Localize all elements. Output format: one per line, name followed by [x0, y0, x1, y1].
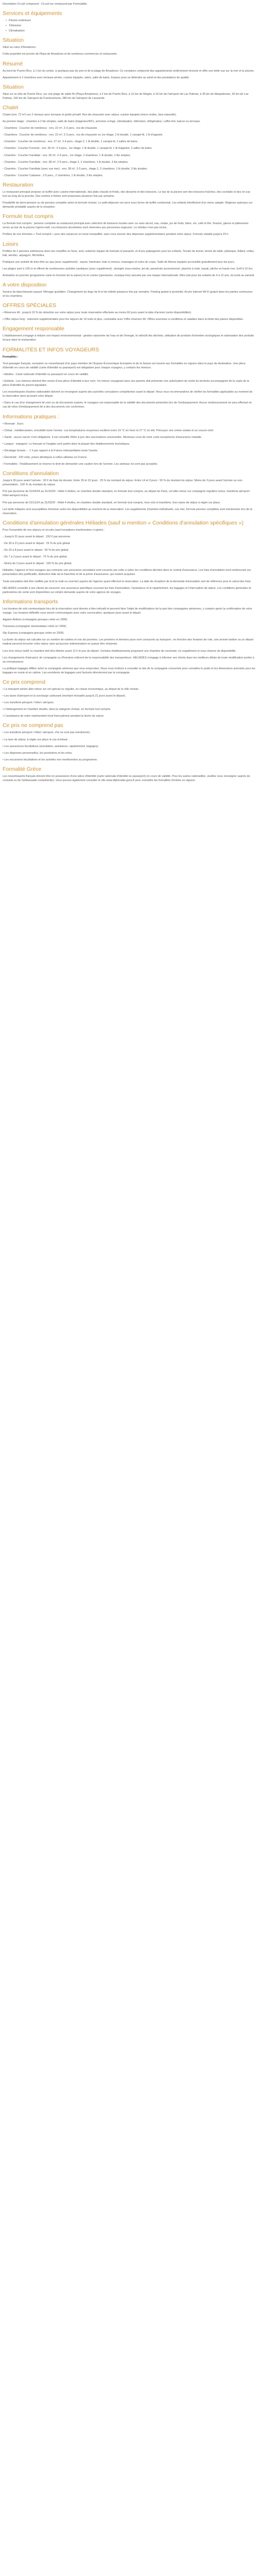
listing-page [0, 0, 258, 783]
bullet-list [9, 19, 255, 33]
section-heading: Restauration [3, 181, 34, 188]
paragraph: • Monnaie : Euro. [3, 422, 24, 426]
paragraph: • La taxe de séjour, à régler sur place le cas échéant. [3, 738, 68, 741]
paragraph: L'établissement s'engage à réduire son impact environnemental : gestion raisonnée de l'eau et de l'énergie, tri sélectif des déchets, utilisation de produits d'entretien écologiques et valorisation des produits locaux dans la restauration. [3, 334, 254, 342]
paragraph: HÉLIADES conseille à ses clients de souscrire une assurance spécifique couvrant les frais d'annulation, l'assistance et le rapatriement, les bagages et l'interruption de séjour. Les conditions générales et particulières de vente sont disponibles sur simple demande auprès de votre agence de voyages. [3, 586, 251, 594]
paragraph: Transavia (compagnie néerlandaise créée en 1965) [3, 625, 67, 629]
section-heading: Informations transports [3, 598, 58, 605]
paragraph: Profitez de nos formules « Tout compris » pour des vacances en toute tranquillité, sans vous soucier des dépenses supplémentaires pendant votre séjour. Formule valable jusqu'à 23 h. [3, 233, 229, 236]
paragraph: Pour l'ensemble de nos séjours et circuits (sauf exceptions mentionnées ci-après) : [3, 528, 105, 532]
section-heading: Résumé [3, 60, 23, 67]
paragraph: • Électricité : 220 volts, prises identiques à celles utilisées en France. [3, 455, 88, 459]
paragraph: • Adultes : Carte nationale d'identité ou passeport en cours de validité. [3, 372, 89, 376]
section-5 [3, 182, 255, 209]
paragraph: Le restaurant principal propose un buffet avec cuisine internationale, des plats chauds et froids, des desserts et des boissons. Le bar de la piscine sert des boissons fraîches, des cocktails et des en-cas tout au long de la journée. Des soirées à thème sont proposées plusieurs fois par semaine. [3, 190, 250, 198]
paragraph: Chalet (env. 72 m²) sur 2 niveaux avec terrasse et jardin privatif. Rez-de-chaussée avec séjour, cuisine équipée (micro-ondes, lave-vaisselle). [3, 113, 177, 116]
section-heading: Chalet [3, 104, 19, 111]
paragraph: La formule tout compris : pension complète au restaurant principal avec sélection de boissons locales avec ou sans alcool, eau, sodas, jus de fruits, bière, vin, café et thé. Snacks, glaces et pâtisseries servis au bar de la piscine l'après-midi. Les boissons alcoolisées sont réservées aux personnes majeures. Le minibar n'est pas inclus. [3, 222, 249, 230]
paragraph: Situé au cœur d'Amadores. [3, 46, 37, 49]
paragraph: Les horaires de vols communiqués lors de la réservation sont donnés à titre indicatif et peuvent faire l'objet de modifications de la part des compagnies aériennes, y compris après la confirmation de votre voyage. Les horaires définitifs vous seront communiqués avec votre convocation, quelques jours avant le départ. [3, 607, 252, 615]
paragraph: • Décalage horaire : - 1 h par rapport à la France métropolitaine toute l'année. [3, 449, 99, 452]
paragraph: - Chambre : Coucher Formule : env. 36 m², 2-4 pers., 1er étage, 1 lit double, 1 canapé-lit, 1 lit d'appoint, 2 salles de bains. [3, 147, 153, 150]
section-heading: Conditions d'annulation [3, 470, 59, 477]
paragraph: Les plages sont à 100 m et offrent de nombreuses activités nautiques (avec supplément) : plongée sous-marine, jet-ski, parachute ascensionnel, planche à voile, kayak, pêche en haute mer. Golf à 10 km. [3, 267, 253, 270]
section-heading: Formule tout compris [3, 213, 54, 220]
paragraph: Lors d'un retour tardif, la chambre doit être libérée avant 12 h le jour du départ. Certains établissements proposent une chambre de courtoisie, en supplément et sous réserve de disponibilité. [3, 649, 236, 653]
paragraph: • Les transferts aéroport / hôtel / aéroport. [3, 701, 54, 705]
section-8 [3, 282, 255, 298]
paragraph: Aigaion Airlines (compagnie grecque créée en 1999) [3, 618, 68, 622]
paragraph: Animation en journée (programme varié en fonction de la saison) et en soirée (spectacles, musique live) assurée par une équipe internationale. Mini-club pour les enfants de 4 à 12 ans, du lundi au samedi. [3, 274, 255, 277]
paragraph: Les tarifs indiqués sont susceptibles d'évoluer selon les disponibilités au moment de la réservation. Les suppléments (chambre individuelle, vue mer, formule pension complète) sont mentionnés lors de la réservation. [3, 507, 252, 515]
paragraph: Service de blanchisserie payant. Ménage quotidien. Changement du linge de lit et de toilette plusieurs fois par semaine. Parking gratuit à proximité. Accès internet Wi-Fi gratuit dans les parties communes et les chambres. [3, 291, 253, 298]
paragraph: - Chambre : Coucher de nombreux : env. 27 m², 2-4 pers., étage 2, 1 lit double, 1 canapé-lit, 2 salles de bains. [3, 140, 138, 144]
section-heading: Conditions d'annulation générales Héliades (sauf si mention « Conditions d'annulation spécifiques ») [3, 519, 244, 526]
section-heading: FORMALITÉS ET INFOS VOYAGEURS [3, 346, 99, 353]
section-17 [3, 722, 255, 761]
section-10 [3, 326, 255, 342]
paragraph: - Chambre : Coucher Familiale : env. 38 m², 2-5 pers., étage 2, 2 chambres, 1 lit double, 3 lits simples. [3, 160, 128, 164]
paragraph: • Formalités : l'établissement se réserve le droit de demander une caution lors de l'arrivée. Les animaux ne sont pas acceptés. [3, 463, 158, 466]
section-13 [3, 470, 255, 516]
section-0 [3, 10, 255, 33]
paragraph: - De 7 à 2 jours avant le départ : 75 % du prix global. [3, 555, 68, 559]
paragraph: • Dans le cas d'un changement de nom ou de documents expirés, le voyageur est responsable de la validité des documents présentés lors de l'embarquement. Aucun remboursement ne sera effectué en cas de refus d'embarquement lié à des documents non conformes. [3, 401, 252, 409]
paragraph: Sky Express (compagnie grecque créée en 2005) [3, 632, 64, 635]
paragraph: • Santé : aucun vaccin n'est obligatoire. Il est conseillé d'être à jour des vaccinations universelles. Munissez-vous de votre carte européenne d'assurance maladie. [3, 435, 202, 439]
paragraph: Au bord de Puerto Rico, à 1 km du centre, à quelques pas du port et de la plage de Amadores. Ce complexe comprend des appartements entièrement rénovés et offre une belle vue sur la mer et la piscine. [3, 69, 255, 73]
section-heading: Ce prix ne comprend pas [3, 722, 63, 729]
section-11 [3, 347, 255, 410]
section-2 [3, 61, 255, 80]
paragraph: • Climat : méditerranéen, ensoleillé toute l'année. Les températures moyennes oscillent entre 19 °C en hiver et 27 °C en été. Prévoyez une crème solaire et un couvre-chef. [3, 429, 214, 432]
paragraph: - De 30 à 21 jours avant le départ : 25 % du prix global. [3, 542, 71, 545]
paragraph: Possibilité de demi-pension ou de pension complète selon la formule choisie. Le petit-déjeuner est servi sous forme de buffet continental. Les enfants bénéficient d'un menu adapté. Régimes spéciaux sur demande préalable auprès de la réception. [3, 201, 253, 209]
paragraph: • Offre séjour long : réduction supplémentaire pour les séjours de 14 nuits et plus, cumulable avec l'offre réservez tôt. Offres soumises à conditions et valables dans la limite des places disponibles. [3, 318, 244, 321]
paragraph: • Les excursions facultatives et les activités non mentionnées au programme. [3, 758, 98, 761]
paragraph: • Les transferts aéroport / hôtel / aéroport, s'ils ne sont pas mentionnés. [3, 731, 91, 735]
paragraph: - Chambres : Coucher de nombreux : env. 22 m², 2-3 pers., rez-de-chaussée ou 1er étage, 1 lit double, 1 canapé-lit, 1 lit d'appoint. [3, 133, 163, 137]
paragraph: Pratiquez une activité de bien-être au spa (avec supplément) : sauna, hammam, bain à remous, massages et soins du corps. Salle de fitness équipée accessible gratuitement tous les jours. [3, 260, 235, 264]
section-15 [3, 599, 255, 675]
section-heading: Informations pratiques : [3, 413, 59, 420]
paragraph: Au premier étage : chambre à 2 lits simples, salle de bains (baignoire/WC), armoires à linge, climatisation, télévision, réfrigérateur, coffre-fort, balcon ou terrasse. [3, 120, 201, 124]
paragraph: - Chambres : Coucher de nombreux : env. 22 m², 2-3 pers., rez-de-chaussée. [3, 127, 98, 130]
description: Description Ce joli compound - Ce joli rez compound par Formulable. [3, 3, 88, 6]
paragraph: - Jusqu'à 31 jours avant le départ : 150 € par personne. [3, 535, 71, 538]
paragraph: • Les taxes d'aéroport et la surcharge carburant (montant révisable jusqu'à 21 jours avant le départ). [3, 694, 126, 698]
bullet-item: • Climatisation [9, 29, 255, 33]
section-subheading: Formalités : [3, 355, 19, 359]
section-heading: Loisirs [3, 241, 19, 247]
paragraph: Profitez de 2 piscines extérieures dont une chauffée en hiver, avec solarium équipé de transats et parasols, et d'une pataugeoire pour les enfants. Terrain de tennis, tennis de table, pétanque, billard, volley-ball, aérobic, aquagym, fléchettes. [3, 249, 255, 257]
paragraph: • Réservez tôt : jusqu'à 15 % de réduction sur votre séjour pour toute réservation effectuée au moins 60 jours avant la date d'arrivée (selon disponibilités). [3, 311, 192, 315]
section-9 [3, 302, 255, 321]
paragraph: La durée du séjour est calculée sur un nombre de nuitées et non de journées. Les premiers et derniers jours sont consacrés au transport ; en fonction des horaires de vols, une arrivée tardive ou un départ matinal peuvent écourter votre séjour sans qu'aucune indemnisation ne puisse être réclamée. [3, 638, 254, 646]
bullet-item: • Télévision [9, 24, 255, 28]
paragraph: - De 20 à 8 jours avant le départ : 50 % du prix global. [3, 549, 69, 552]
paragraph: La politique bagages diffère selon la compagnie aérienne que vous empruntez. Nous vous invitons à consulter le site de la compagnie concernée pour connaître le poids et les dimensions autorisés pour les bagages en soute et en cabine. Les excédents de bagages sont facturés directement par la compagnie. [3, 667, 255, 674]
section-4 [3, 105, 255, 178]
paragraph: • Enfants : Les mineurs doivent être munis d'une pièce d'identité à leur nom. Un mineur voyageant sans ses parents doit présenter une autorisation de sortie du territoire accompagnée de la copie de la pièce d'identité du parent signataire. [3, 379, 249, 387]
paragraph: - Chambre : Coucher Familiale : env. 30 m², 2-4 pers., 1er étage, 2 chambres, 1 lit double, 2 lits simples. [3, 154, 131, 157]
section-12 [3, 414, 255, 467]
section-heading: Engagement responsable [3, 326, 64, 332]
section-7 [3, 241, 255, 278]
section-heading: Situation [3, 37, 24, 44]
bullet-item: • Piscine extérieure [9, 19, 255, 23]
section-18 [3, 766, 255, 783]
sections-container [3, 10, 255, 783]
paragraph: • L'assistance de notre représentant local francophone pendant la durée du séjour. [3, 715, 104, 718]
paragraph: Appartement à 2 chambres avec terrasse privée, cuisine équipée, salon, salle de bains. Espace pour se détendre au soleil et des prestations de qualité. [3, 76, 190, 79]
section-16 [3, 679, 255, 718]
paragraph: • Le transport aérien aller-retour sur vol spécial ou régulier, en classe économique, au départ de la ville choisie. [3, 687, 139, 691]
paragraph: • Les assurances facultatives (annulation, assistance, rapatriement, bagages). [3, 744, 99, 748]
paragraph: Tout passager français, européen ou ressortissant d'un pays membre de l'Espace Économique Européen et de la Suisse est soumis aux formalités en vigueur dans le pays de destination. Une pièce d'identité en cours de validité (carte d'identité ou passeport) est obligatoire pour chaque voyageur, y compris les mineurs. [3, 362, 246, 369]
section-6 [3, 213, 255, 236]
paragraph: Situé sur la côte de Puerto Rico, sur une plage de sable fin (Playa Amadores), à 2 km de Puerto Rico, à 12 km de Mogán, à 15 km de l'aéroport de Las Palmas, à 35 km de Maspalomas, 30 km de Las Palmas, 160 km de l'aéroport de Fuerteventura, 280 km de l'aéroport de Lanzarote. [3, 92, 249, 100]
paragraph: Prix par personne de 01/11/24 au 31/03/25 : Hôtel 4 étoiles, en chambre double standard, en formule tout compris, hors vols et transferts, hors taxes de séjour à régler sur place. [3, 501, 221, 504]
paragraph: • Langue : espagnol. Le français et l'anglais sont parlés dans la plupart des établissements touristiques. [3, 442, 130, 446]
paragraph: Cette propriété est proche de Playa de Amadores et de nombreux commerces et restaurants. [3, 53, 118, 56]
section-heading: Ce prix comprend [3, 679, 45, 685]
section-heading: A votre disposition [3, 282, 47, 288]
paragraph: Les changements d'aéroport, de compagnie ou d'horaires relèvent de la responsabilité des transporteurs. HÉLIADES s'engage à informer ses clients dans les meilleurs délais de toute modification portée à sa connaissance. [3, 656, 254, 664]
paragraph: - Moins de 2 jours avant le départ : 100 % du prix global. [3, 562, 72, 566]
paragraph: - Chambre : Coucher Familiale (avec vue mer) : env. 38 m², 2-5 pers., étage 2, 2 chambres, 1 lit double, 3 lits simples. [3, 167, 148, 171]
paragraph: Toute annulation doit être notifiée par écrit (e-mail ou courrier) auprès de l'agence ayant effectué la réservation. La date de réception de la demande d'annulation sert de référence pour le calcul des frais. [3, 580, 252, 583]
section-heading: Situation [3, 83, 24, 90]
paragraph: • Les dépenses personnelles, les pourboires et les extra. [3, 751, 73, 755]
paragraph: Prix par personne de 01/04/24 au 31/10/24 : Hôtel 4 étoiles, en chambre double standard, en formule tout compris, au départ de Paris, vol aller-retour sur compagnie régulière inclus, transferts aéroport-hôtel-aéroport inclus. [3, 490, 251, 498]
paragraph: Jusqu'à 30 jours avant l'arrivée : 30 € de frais de dossier. Entre 29 et 15 jours : 25 % du montant du séjour. Entre 14 et 3 jours : 50 % du montant du séjour. Moins de 3 jours avant l'arrivée ou non-présentation : 100 % du montant du séjour. [3, 479, 243, 487]
paragraph: Les ressortissants d'autres nationalités doivent se renseigner auprès des autorités consulaires compétentes avant le départ. Nous vous recommandons de vérifier les formalités applicables au moment de la réservation ainsi qu'avant votre départ. [3, 391, 253, 398]
section-14 [3, 520, 255, 595]
section-1 [3, 37, 255, 56]
section-heading: Services et équipements [3, 10, 62, 17]
section-heading: OFFRES SPÉCIALES [3, 302, 56, 309]
section-3 [3, 84, 255, 100]
section-heading: Formalité Grèce [3, 766, 42, 772]
paragraph: - Chambre : Coucher Cabanes : 2-5 pers., 2 chambres, 1 lit double, 3 lits simples. [3, 174, 103, 177]
paragraph: Héliades, l'agence et tout voyageur qui contracte une assurance annulation sont couverts par celle-ci selon les conditions décrites dans le contrat d'assurance. Les frais d'annulation sont remboursés sur présentation des justificatifs, déduction faite de la franchise et de la prime d'assurance, qui restent acquises. [3, 569, 251, 577]
paragraph: • L'hébergement en chambre double, dans la catégorie choisie, en formule tout compris. [3, 708, 111, 711]
paragraph: Les ressortissants français doivent être en possession d'une pièce d'identité (carte nationale d'identité ou passeport) en cours de validité. Pour les autres nationalités, veuillez vous renseigner auprès du consulat ou de l'ambassade compétent(e). Vous pouvez également consulter le site www.diplomatie.gouv.fr pour connaître les formalités d'entrée en vigueur. [3, 774, 250, 782]
